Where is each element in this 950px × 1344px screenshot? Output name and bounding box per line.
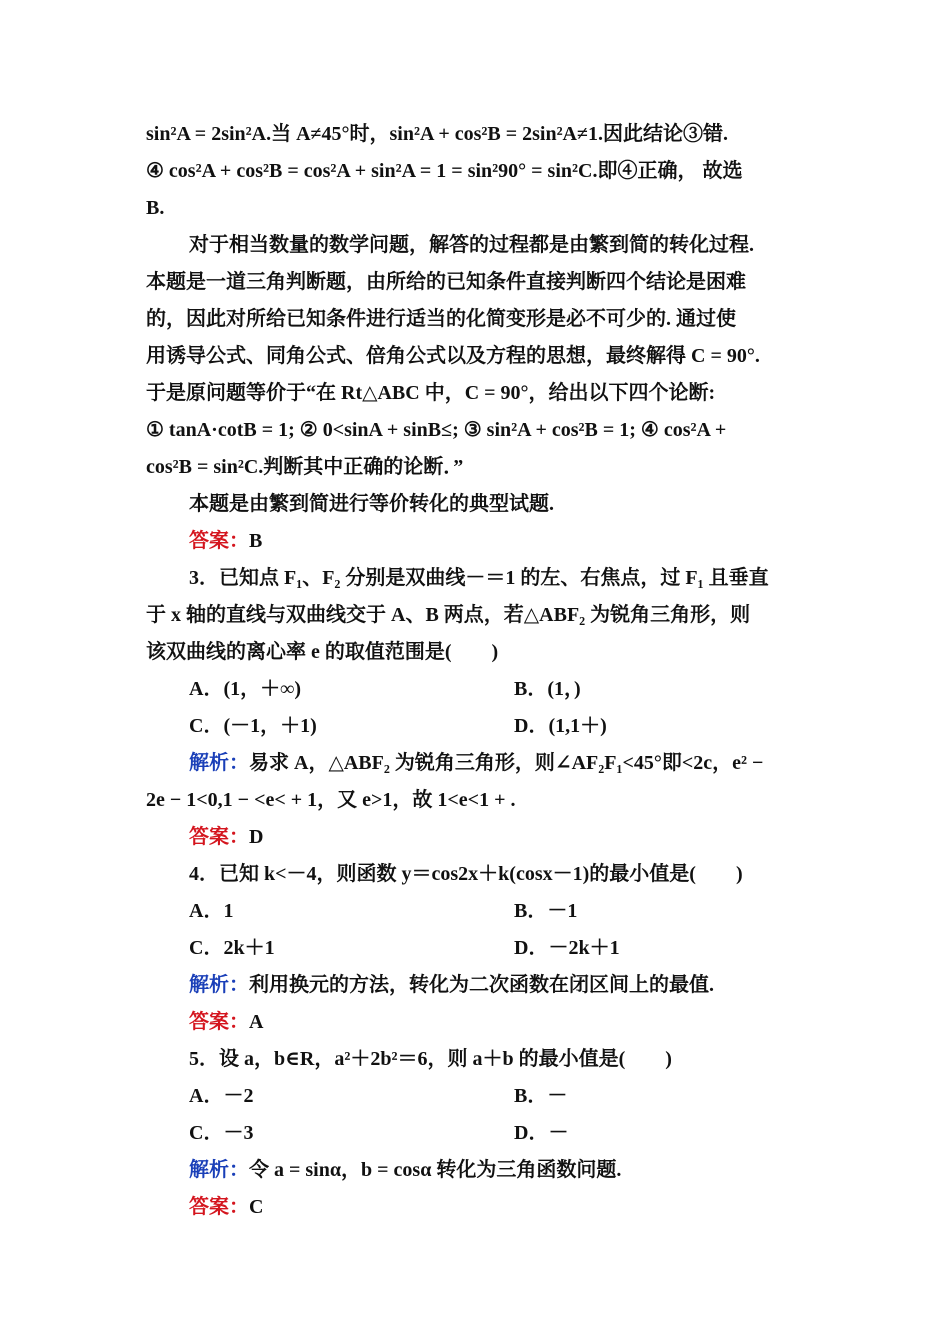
text-line: ④ cos²A + cos²B = cos²A + sin²A = 1 = sin²90° = sin²C.即④正确， 故选 — [146, 160, 743, 182]
answer-value: A — [249, 1011, 264, 1033]
option-a: A．(1，＋∞) — [189, 678, 302, 700]
option-c: C．(－1，＋1) — [189, 715, 317, 737]
answer-value: B — [249, 530, 263, 552]
option-c: C．－3 — [189, 1122, 254, 1144]
answer-value: D — [249, 826, 264, 848]
question-3-options-row — [146, 708, 816, 745]
answer-label: 答案： — [189, 530, 249, 552]
analysis-label: 解析： — [189, 974, 249, 996]
answer-line — [146, 1189, 816, 1226]
text-line: cos²B = sin²C.判断其中正确的论断．” — [146, 456, 464, 478]
question-4-line: 4．已知 k<－4，则函数 y＝cos2x＋k(cosx－1)的最小值是( ) — [189, 863, 743, 885]
text-line: sin²A = 2sin²A.当 A≠45°时，sin²A + cos²B = 2sin²A≠1.因此结论③错. — [146, 123, 728, 145]
question-5-options-row — [146, 1115, 816, 1152]
text-line: 用诱导公式、同角公式、倍角公式以及方程的思想，最终解得 C = 90°. — [146, 345, 760, 367]
answer-line — [146, 1004, 816, 1041]
option-d: D．－ — [514, 1122, 569, 1144]
analysis-line: 2e − 1<0,1 − <e< + 1，又 e>1，故 1<e<1 + . — [146, 789, 516, 811]
answer-line — [146, 523, 816, 560]
analysis-text: 易求 A，△ABF₂ 为锐角三角形，则∠AF₂F₁<45°即<2c，e² − — [249, 752, 764, 774]
analysis-line — [146, 967, 816, 1004]
question-3-line: 该双曲线的离心率 e 的取值范围是( ) — [146, 641, 499, 663]
analysis-label: 解析： — [189, 752, 249, 774]
analysis-text: 令 a = sinα，b = cosα 转化为三角函数问题. — [249, 1159, 622, 1181]
question-3-line: 于 x 轴的直线与双曲线交于 A、B 两点，若△ABF₂ 为锐角三角形，则 — [146, 604, 751, 626]
option-d: D．(1,1＋) — [514, 715, 607, 737]
option-a: A．1 — [189, 900, 234, 922]
document-page — [146, 116, 816, 1226]
analysis-label: 解析： — [189, 1159, 249, 1181]
analysis-line — [146, 1152, 816, 1189]
text-line: ① tanA·cotB = 1; ② 0<sinA + sinB≤; ③ sin²A + cos²B = 1; ④ cos²A + — [146, 419, 727, 441]
answer-label: 答案： — [189, 1196, 249, 1218]
text-line: 对于相当数量的数学问题，解答的过程都是由繁到简的转化过程. — [189, 234, 754, 256]
text-line: 本题是由繁到简进行等价转化的典型试题. — [189, 493, 554, 515]
question-3-options-row — [146, 671, 816, 708]
answer-label: 答案： — [189, 1011, 249, 1033]
answer-value: C — [249, 1196, 264, 1218]
option-b: B．－ — [514, 1085, 568, 1107]
analysis-text: 利用换元的方法，转化为二次函数在闭区间上的最值. — [249, 974, 714, 996]
question-4-options-row — [146, 930, 816, 967]
option-d: D．－2k＋1 — [514, 937, 620, 959]
option-b: B．(1，) — [514, 678, 581, 700]
option-b: B．－1 — [514, 900, 578, 922]
option-c: C．2k＋1 — [189, 937, 275, 959]
answer-label: 答案： — [189, 826, 249, 848]
question-3-line: 3．已知点 F₁、F₂ 分别是双曲线－＝1 的左、右焦点，过 F₁ 且垂直 — [189, 567, 769, 589]
text-line: 的，因此对所给已知条件进行适当的化简变形是必不可少的. 通过使 — [146, 308, 736, 330]
question-4-options-row — [146, 893, 816, 930]
answer-line — [146, 819, 816, 856]
text-line: 于是原问题等价于“在 Rt△ABC 中，C = 90°，给出以下四个论断: — [146, 382, 716, 404]
question-5-options-row — [146, 1078, 816, 1115]
analysis-line — [146, 745, 816, 782]
text-line: B. — [146, 197, 165, 219]
question-5-line: 5．设 a，b∈R，a²＋2b²＝6，则 a＋b 的最小值是( ) — [189, 1048, 672, 1070]
text-line: 本题是一道三角判断题，由所给的已知条件直接判断四个结论是困难 — [146, 271, 746, 293]
option-a: A．－2 — [189, 1085, 254, 1107]
